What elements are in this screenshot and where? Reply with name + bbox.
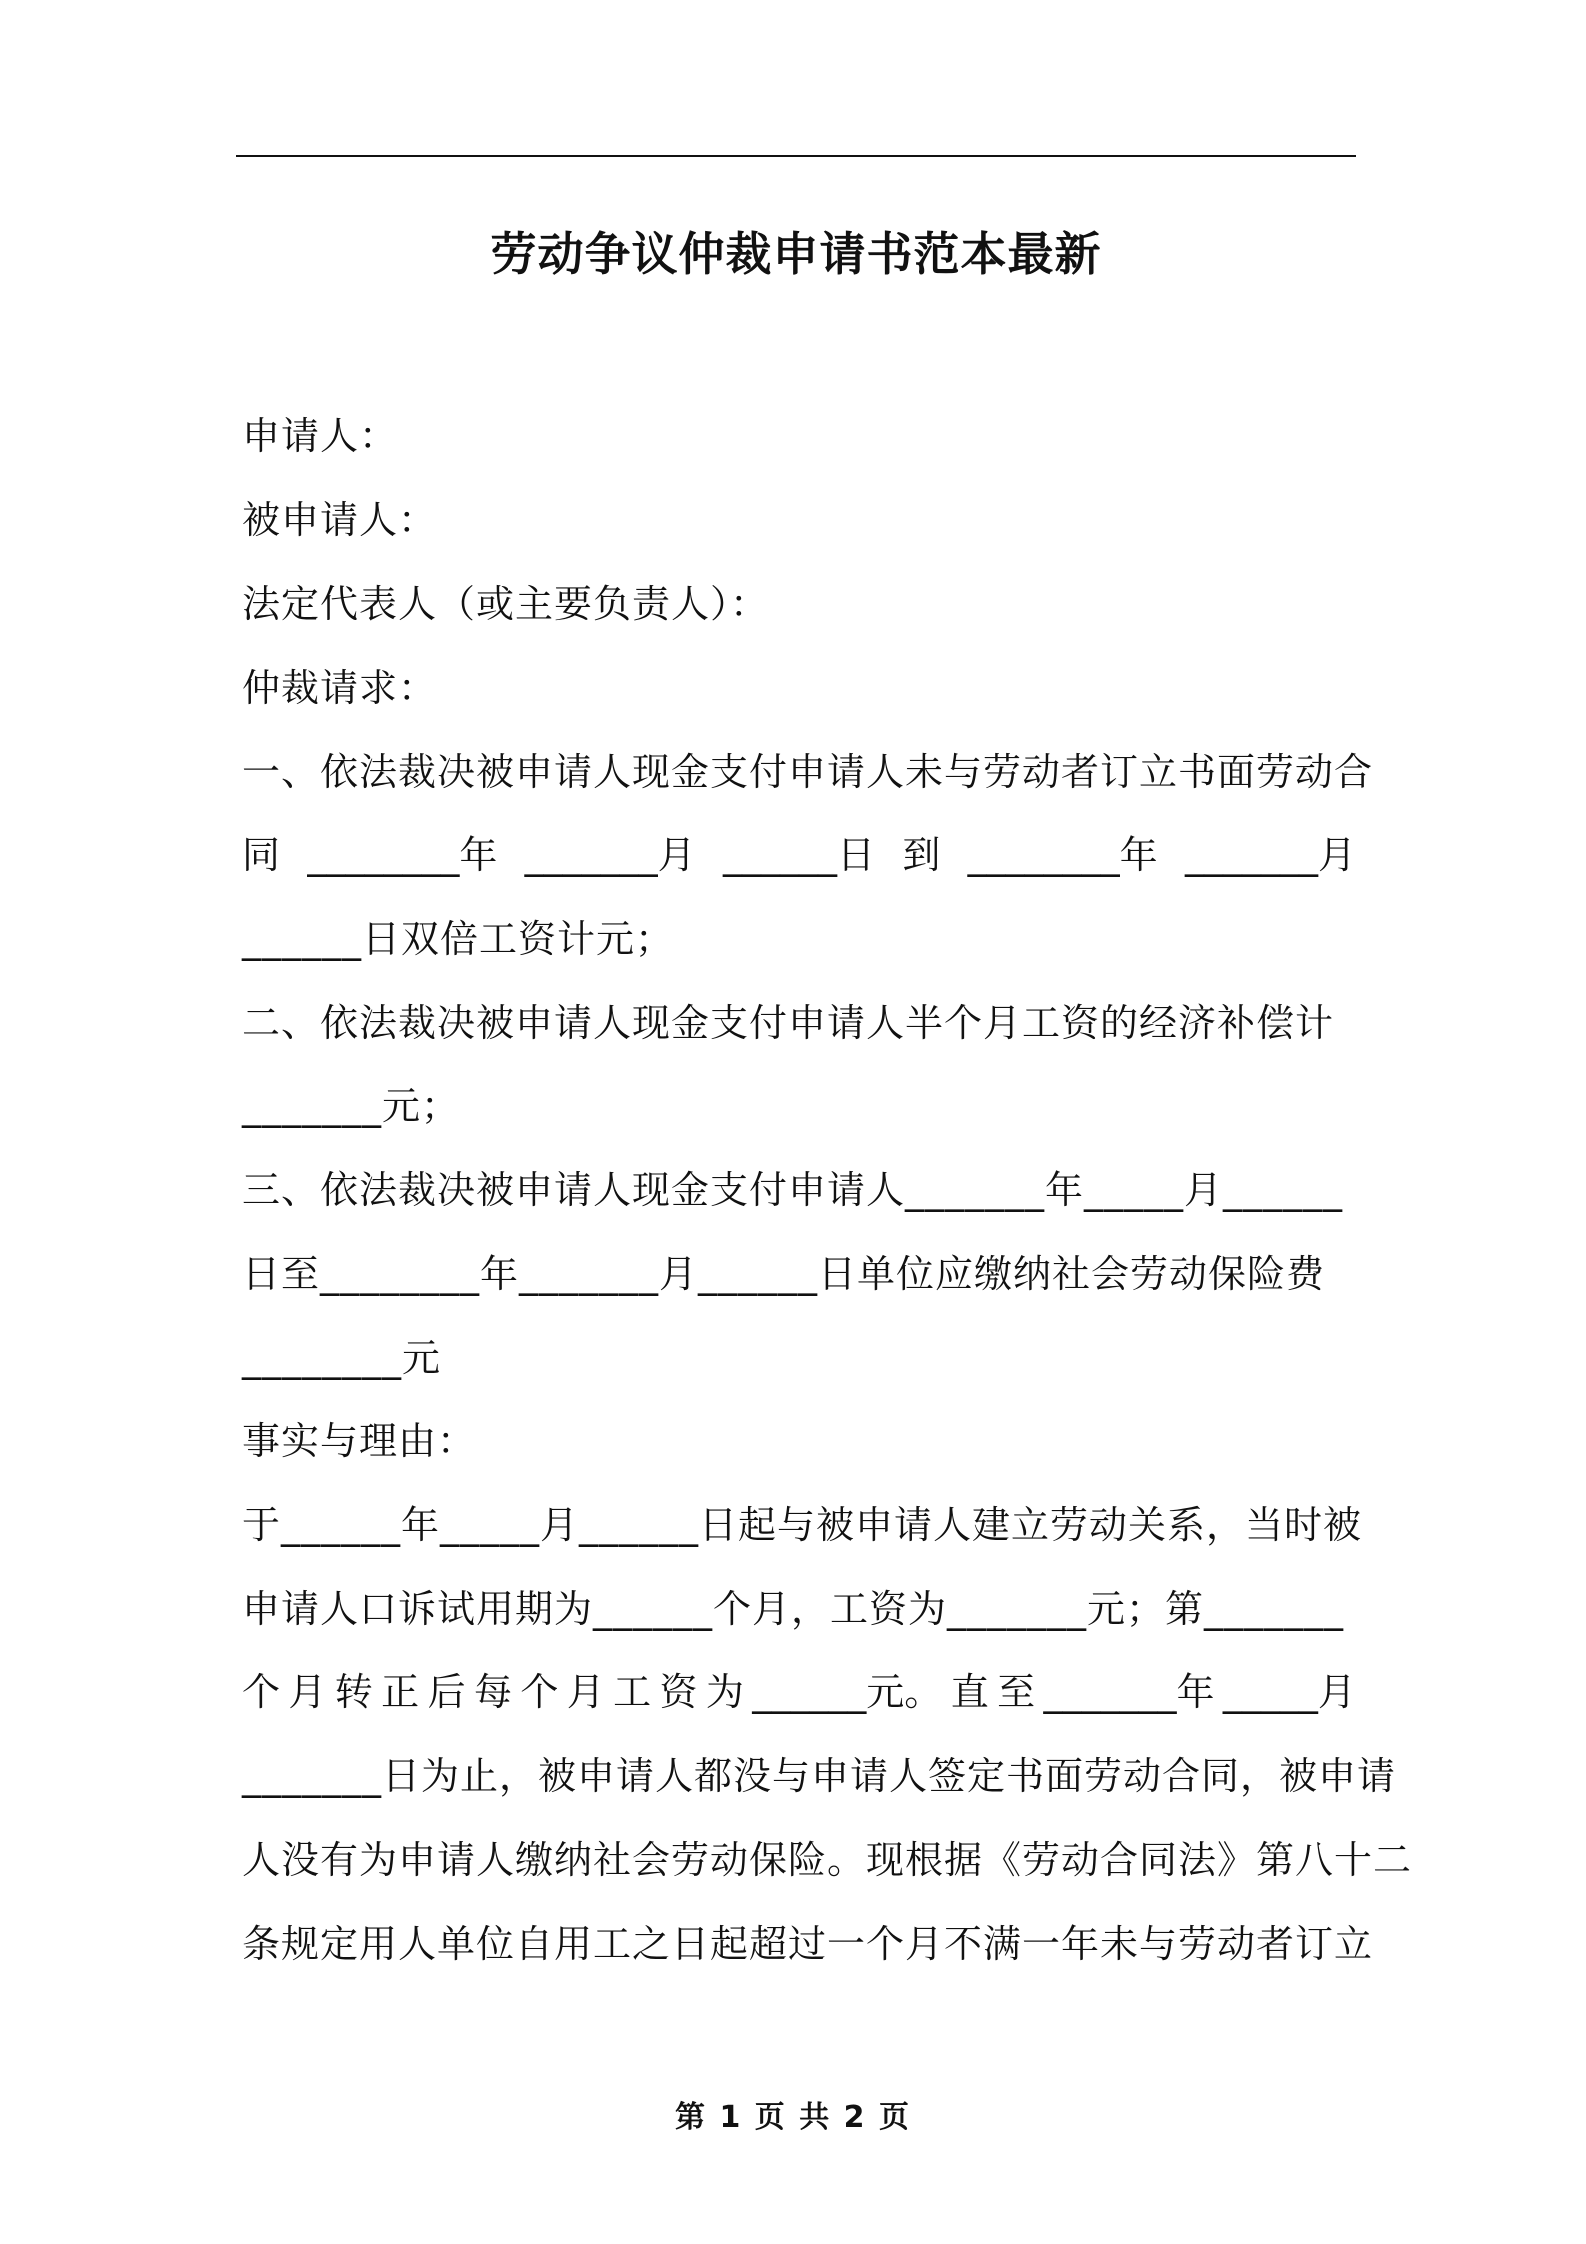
claim-one-line-3: ______日双倍工资计元；: [242, 917, 675, 961]
facts-line-1: 于______年_____月______日起与被申请人建立劳动关系，当时被: [242, 1503, 1363, 1547]
text-segment: 为: [705, 1670, 744, 1714]
text-segment: ______日: [722, 833, 875, 877]
text-segment: 每: [473, 1670, 512, 1714]
text-segment: 转: [334, 1670, 373, 1714]
text-segment: _______年: [1043, 1670, 1215, 1714]
claim-two-line-1: 二、依法裁决被申请人现金支付申请人半个月工资的经济补偿计: [242, 1001, 1335, 1045]
text-segment: ________年: [307, 833, 498, 877]
text-segment: 工: [613, 1670, 652, 1714]
facts-reasons-heading: 事实与理由：: [242, 1419, 477, 1463]
claim-three-line-3: ________元: [242, 1336, 442, 1380]
arbitration-claims-heading: 仲裁请求：: [242, 666, 438, 710]
facts-line-5: 人没有为申请人缴纳社会劳动保险。现根据《劳动合同法》第八十二: [242, 1838, 1413, 1882]
document-title: 劳动争议仲裁申请书范本最新: [490, 227, 1102, 281]
text-segment: 直: [950, 1670, 989, 1714]
text-segment: 到: [902, 833, 941, 877]
text-segment: _______月: [1184, 833, 1356, 877]
text-segment: 个: [520, 1670, 559, 1714]
claim-two-line-2: _______元；: [242, 1084, 461, 1128]
claim-three-line-2: 日至________年_______月______日单位应缴纳社会劳动保险费: [242, 1252, 1326, 1296]
header-divider: [236, 155, 1356, 157]
page-number-footer: 第 1 页 共 2 页: [675, 2100, 911, 2135]
text-segment: 同: [242, 833, 281, 877]
facts-line-6: 条规定用人单位自用工之日起超过一个月不满一年未与劳动者订立: [242, 1922, 1374, 1966]
text-segment: 正: [381, 1670, 420, 1714]
text-segment: 月: [288, 1670, 327, 1714]
text-segment: 至: [997, 1670, 1036, 1714]
claim-one-line-2: [242, 829, 1356, 881]
facts-line-4: _______日为止，被申请人都没与申请人签定书面劳动合同，被申请: [242, 1754, 1397, 1798]
respondent-label: 被申请人：: [242, 498, 438, 542]
facts-line-2: 申请人口诉试用期为______个月，工资为_______元；第_______: [242, 1587, 1345, 1631]
claim-three-line-1: 三、依法裁决被申请人现金支付申请人_______年_____月______: [242, 1168, 1344, 1212]
text-segment: 月: [566, 1670, 605, 1714]
text-segment: 个: [242, 1670, 281, 1714]
text-segment: _______月: [524, 833, 696, 877]
facts-line-3: [242, 1666, 1356, 1718]
applicant-label: 申请人：: [242, 414, 399, 458]
text-segment: 资: [659, 1670, 698, 1714]
claim-one-line-1: 一、依法裁决被申请人现金支付申请人未与劳动者订立书面劳动合: [242, 750, 1374, 794]
text-segment: ______元。: [752, 1670, 943, 1714]
text-segment: ________年: [967, 833, 1158, 877]
legal-representative-label: 法定代表人（或主要负责人）：: [242, 582, 770, 626]
text-segment: 后: [427, 1670, 466, 1714]
text-segment: _____月: [1222, 1670, 1356, 1714]
